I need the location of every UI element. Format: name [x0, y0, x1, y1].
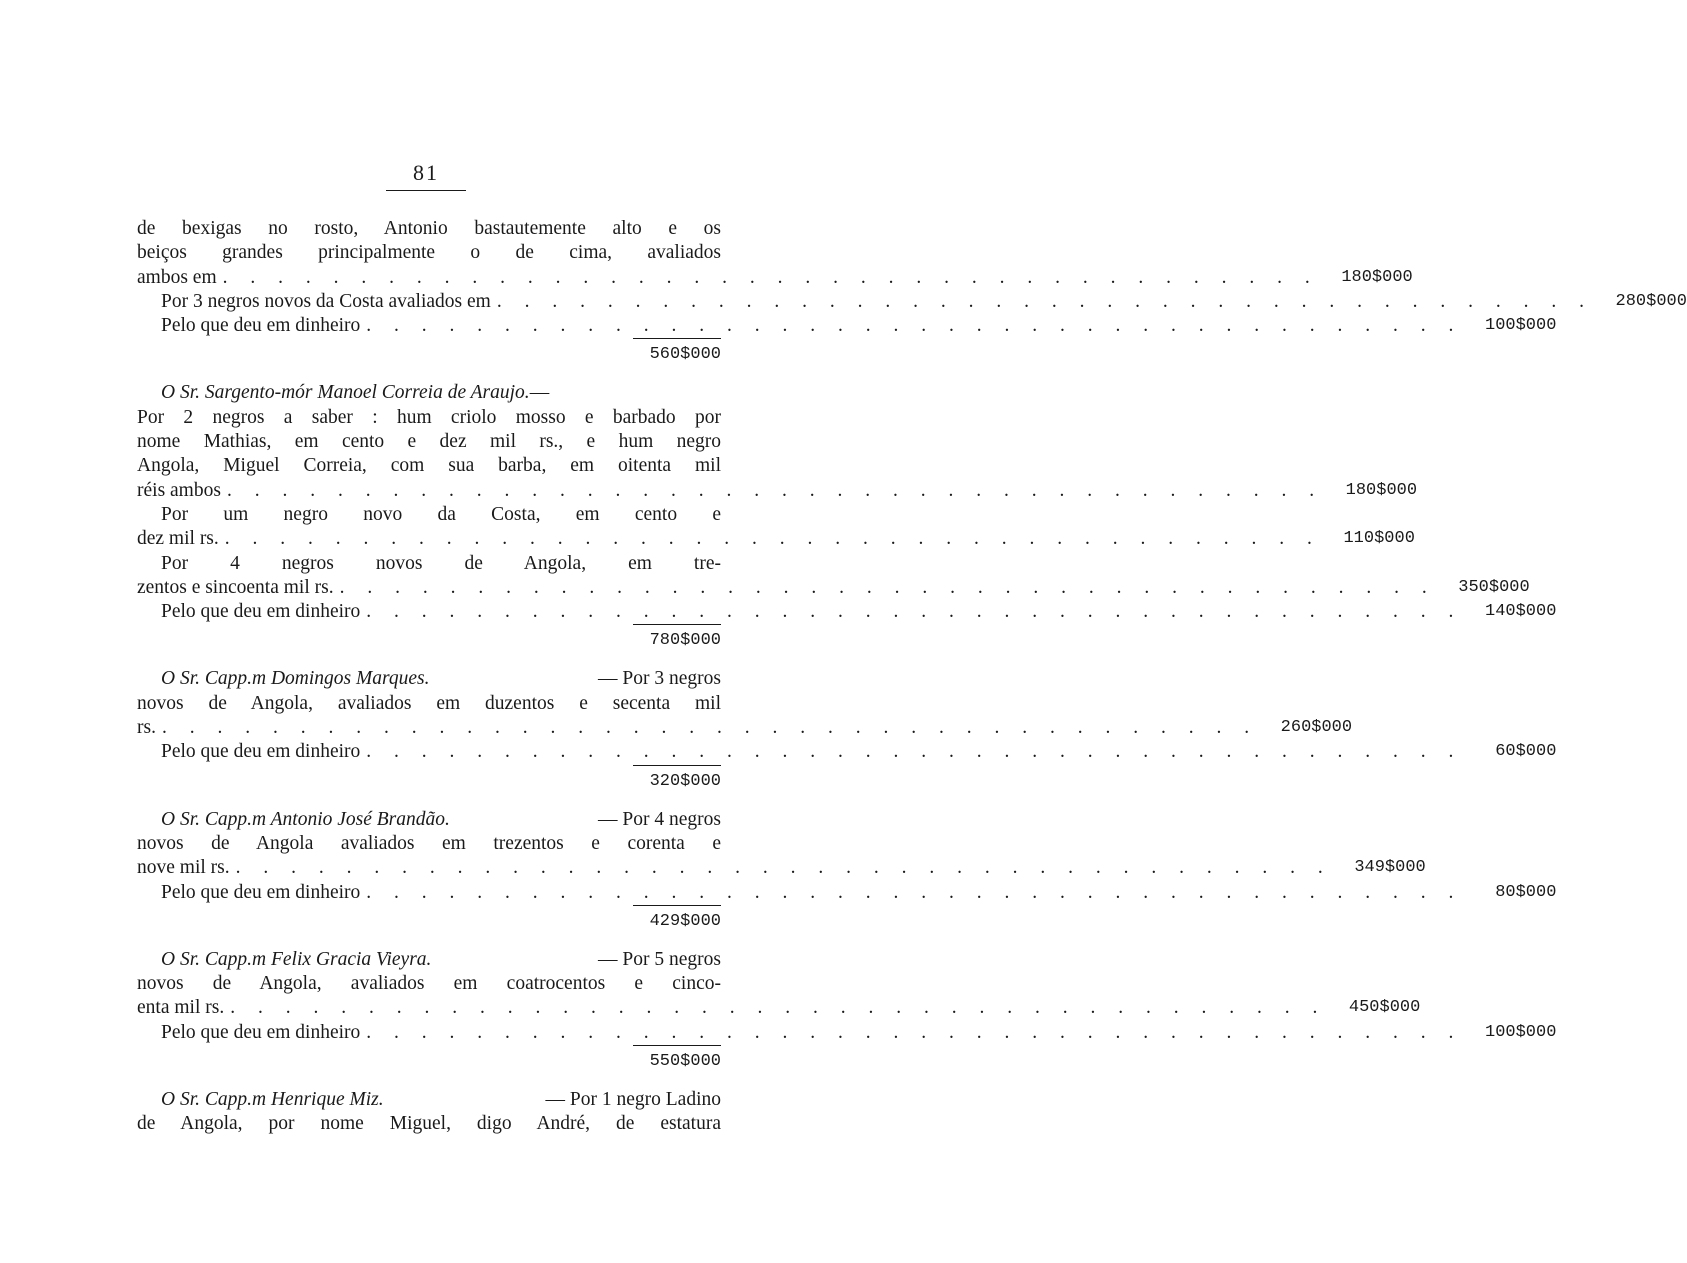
entry-total: 560$000 — [633, 338, 721, 369]
entry — [137, 808, 1557, 936]
text-line: novos de Angola, avaliados em coatrocentos e cinco- — [137, 973, 721, 995]
entry-total: 429$000 — [633, 905, 721, 936]
leader-dots: . . . . . . . . . . . . . . . . . . . . . . . . . . . . . . . . . . . . . . . . — [224, 528, 1321, 550]
ledger-item — [137, 479, 1418, 503]
item-text: Pelo que deu em dinheiro — [161, 881, 361, 903]
item-text: Pelo que deu em dinheiro — [161, 601, 361, 623]
entry-name: O Sr. Capp.m Antonio José Brandão. — [161, 808, 450, 830]
entry — [137, 667, 1557, 795]
text-line: Por um negro novo da Costa, em cento e — [161, 503, 721, 525]
item-amount: 140$000 — [1485, 602, 1557, 622]
entry-heading-rest: — Por 5 negros — [598, 948, 721, 970]
entry-total-row — [137, 905, 721, 936]
item-text: dez mil rs. — [137, 528, 219, 550]
text-line: Angola, Miguel Correia, com sua barba, em oitenta mil — [137, 455, 721, 477]
entry-heading — [137, 808, 721, 832]
leader-dots: . . . . . . . . . . . . . . . . . . . . . . . . . . . . . . . . . . . . . . . . — [366, 741, 1463, 763]
item-amount: 349$000 — [1354, 858, 1426, 878]
item-text: enta mil rs. — [137, 997, 225, 1019]
leader-dots: . . . . . . . . . . . . . . . . . . . . . . . . . . . . . . . . . . . . . . . . — [339, 576, 1436, 598]
entry-name: O Sr. Capp.m Domingos Marques. — [161, 668, 430, 690]
entry — [137, 1088, 721, 1137]
entry-total-row — [137, 1045, 721, 1076]
text-line: novos de Angola, avaliados em duzentos e secenta mil — [137, 692, 721, 714]
entry-heading — [137, 1088, 721, 1112]
item-text: Pelo que deu em dinheiro — [161, 1021, 361, 1043]
text-line: nome Mathias, em cento e dez mil rs., e hum negro — [137, 431, 721, 453]
ledger-item — [137, 716, 1353, 740]
item-text: rs. — [137, 717, 156, 739]
entry-total-row — [137, 624, 721, 655]
item-text: Por 3 negros novos da Costa avaliados em — [161, 290, 491, 312]
entry-heading-rest: — Por 1 negro Ladino — [545, 1089, 721, 1111]
ledger-item — [137, 527, 1415, 551]
leader-dots: . . . . . . . . . . . . . . . . . . . . . . . . . . . . . . . . . . . . . . . . — [366, 881, 1463, 903]
entry-heading-rest: — Por 4 negros — [598, 808, 721, 830]
entry — [137, 948, 1557, 1076]
ledger-item — [137, 266, 1413, 290]
item-text: ambos em — [137, 266, 217, 288]
ledger-item — [137, 740, 1557, 764]
item-text: Pelo que deu em dinheiro — [161, 315, 361, 337]
leader-dots: . . . . . . . . . . . . . . . . . . . . . . . . . . . . . . . . . . . . . . . . — [366, 601, 1463, 623]
entry-continuation — [137, 217, 1687, 369]
leader-dots: . . . . . . . . . . . . . . . . . . . . . . . . . . . . . . . . . . . . . . . . — [366, 315, 1463, 337]
page-body — [137, 217, 1687, 1137]
item-amount: 350$000 — [1458, 577, 1530, 597]
leader-dots: . . . . . . . . . . . . . . . . . . . . . . . . . . . . . . . . . . . . . . . . — [222, 266, 1319, 288]
item-text: réis ambos — [137, 479, 221, 501]
item-amount: 260$000 — [1280, 718, 1353, 738]
item-amount: 280$000 — [1615, 291, 1687, 311]
leader-dots: . . . . . . . . . . . . . . . . . . . . . . . . . . . . . . . . . . . . . . . . — [161, 717, 1259, 739]
entry-total-row — [137, 765, 721, 796]
entry-total: 550$000 — [633, 1045, 721, 1076]
item-text: nove mil rs. — [137, 857, 230, 879]
item-amount: 180$000 — [1341, 267, 1413, 287]
entry-heading — [137, 667, 721, 691]
item-amount: 450$000 — [1348, 998, 1421, 1018]
text-line: de Angola, por nome Miguel, digo André, de estatura — [137, 1113, 721, 1135]
item-amount: 80$000 — [1495, 882, 1557, 902]
text-line: Por 4 negros novos de Angola, em tre- — [161, 552, 721, 574]
ledger-item — [137, 1021, 1557, 1045]
item-amount: 60$000 — [1495, 742, 1557, 762]
leader-dots: . . . . . . . . . . . . . . . . . . . . . . . . . . . . . . . . . . . . . . . . — [230, 997, 1327, 1019]
entry-heading — [137, 948, 721, 972]
leader-dots: . . . . . . . . . . . . . . . . . . . . . . . . . . . . . . . . . . . . . . . . — [226, 479, 1324, 501]
entry — [137, 381, 1557, 655]
ledger-item — [137, 314, 1557, 338]
entry-heading — [137, 381, 721, 405]
leader-dots: . . . . . . . . . . . . . . . . . . . . . . . . . . . . . . . . . . . . . . . . — [366, 1021, 1463, 1043]
entry-heading-rest: — Por 3 negros — [598, 668, 721, 690]
page-number: 81 — [413, 160, 439, 185]
entry-heading-rest: — — [529, 382, 550, 404]
ledger-item — [137, 856, 1426, 880]
item-text: zentos e sincoenta mil rs. — [137, 576, 334, 598]
ledger-item — [137, 290, 1687, 314]
text-line: Por 2 negros a saber : hum criolo mosso e barbado por — [137, 406, 721, 428]
item-amount: 180$000 — [1345, 480, 1418, 500]
entry-total: 780$000 — [633, 624, 721, 655]
item-text: Pelo que deu em dinheiro — [161, 741, 361, 763]
page-number-rule — [386, 190, 466, 191]
item-amount: 110$000 — [1343, 529, 1415, 549]
leader-dots: . . . . . . . . . . . . . . . . . . . . . . . . . . . . . . . . . . . . . . . . — [496, 290, 1593, 312]
item-amount: 100$000 — [1485, 1022, 1557, 1042]
ledger-item — [137, 996, 1421, 1020]
ledger-item — [137, 600, 1557, 624]
text-line: beiços grandes principalmente o de cima, avaliados — [137, 242, 721, 264]
entry-name: O Sr. Sargento-mór Manoel Correia de Araujo. — [161, 382, 530, 404]
entry-total: 320$000 — [633, 765, 721, 796]
text-line: de bexigas no rosto, Antonio bastautemente alto e os — [137, 218, 721, 239]
ledger-item — [137, 881, 1557, 905]
ledger-item — [137, 576, 1530, 600]
item-amount: 100$000 — [1485, 316, 1557, 336]
entry-total-row — [137, 338, 721, 369]
entry-name: O Sr. Capp.m Henrique Miz. — [161, 1089, 384, 1111]
entry-name: O Sr. Capp.m Felix Gracia Vieyra. — [161, 948, 432, 970]
leader-dots: . . . . . . . . . . . . . . . . . . . . . . . . . . . . . . . . . . . . . . . . — [235, 857, 1332, 879]
text-line: novos de Angola avaliados em trezentos e corenta e — [137, 832, 721, 854]
